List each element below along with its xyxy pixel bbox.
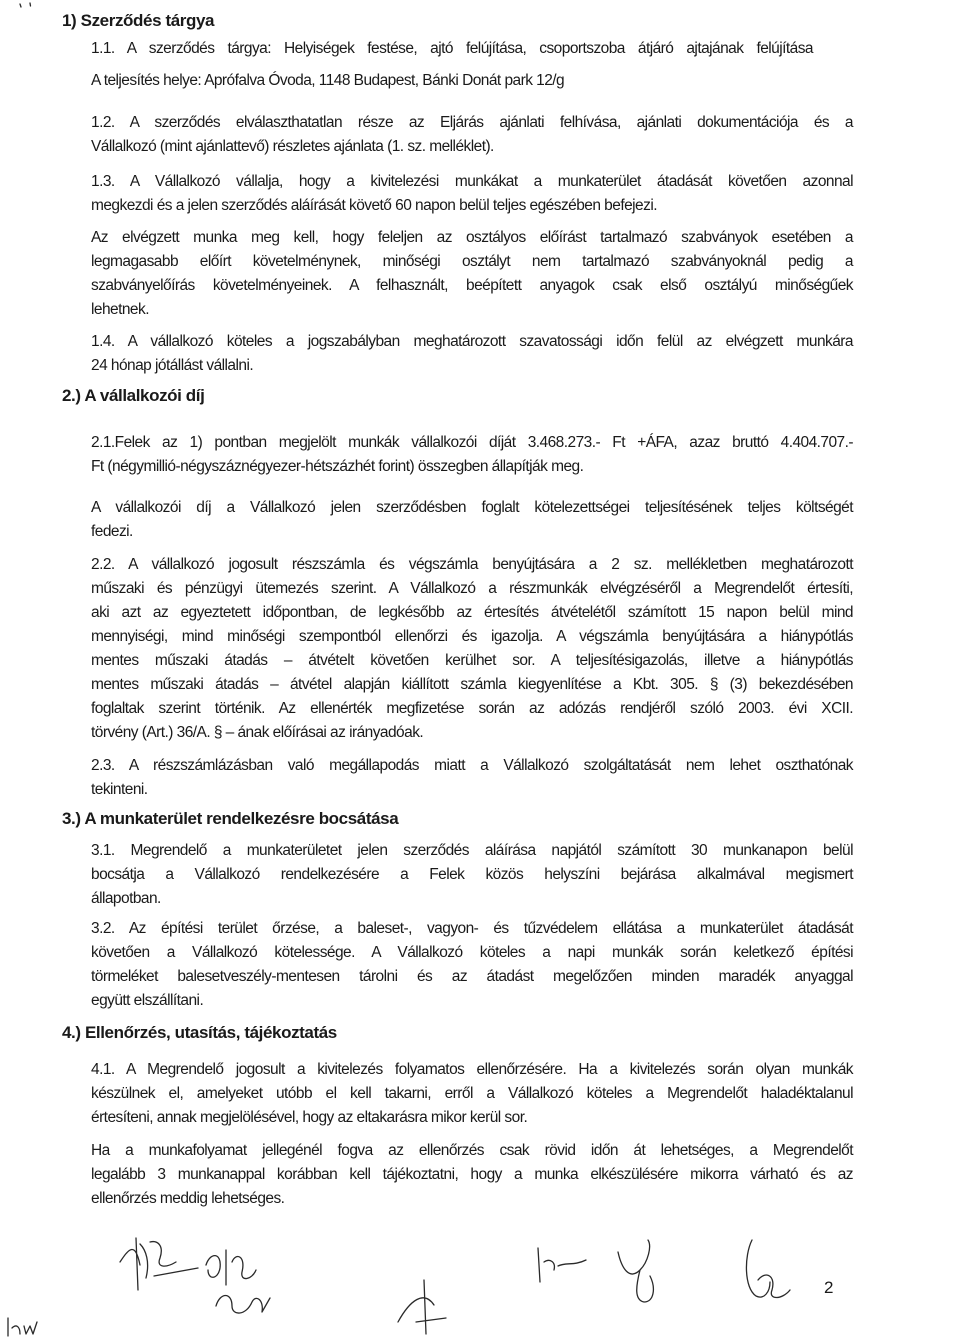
clause-1-2-line-1: 1.2. A szerződés elválaszthatatlan része az Eljárás ajánlati felhívása, ajánlati dokumentációja és a	[91, 114, 853, 131]
clause-2-2-line-6: mentes műszaki átadás – átvétel alapján kiállított számla kiegyenlítése a Kbt. 305. § (3) bekezdésében	[91, 676, 853, 693]
clause-1-2-line-2: Vállalkozó (mint ajánlattevő) részletes ajánlata (1. sz. melléklet).	[91, 138, 494, 155]
clause-4-1-line-1: 4.1. A Megrendelő jogosult a kivitelezés folyamatos ellenőrzésére. Ha a kivitelezés során olyan munkák	[91, 1061, 853, 1078]
clause-2-2-line-8: törvény (Art.) 36/A. § – ának előírásai az irányadóak.	[91, 724, 424, 741]
clause-1-3-para-line-1: Az elvégzett munka meg kell, hogy feleljen az osztályos előírást tartalmazó szabványok esetében a	[91, 229, 853, 246]
signature-initials-2	[206, 1250, 256, 1285]
notice-para-line-2: legalább 3 munkanappal korábban kell tájékoztatni, hogy a munka elkészülésére mikorra várható és az	[91, 1166, 853, 1183]
fee-para-line-1: A vállalkozói díj a Vállalkozó jelen szerződésben foglalt kötelezettségei teljesítésének teljes költségét	[91, 499, 853, 516]
clause-2-3-line-1: 2.3. A részszámlázásban való megállapodás miatt a Vállalkozó szolgáltatását nem lehet oszthatónak	[91, 757, 853, 774]
clause-1-3-para-line-4: lehetnek.	[91, 301, 149, 318]
signature-initials-6	[618, 1240, 653, 1302]
section-2-heading: 2.) A vállalkozói díj	[62, 386, 205, 405]
section-3-heading: 3.) A munkaterület rendelkezésre bocsátása	[62, 809, 399, 828]
clause-1-4-line-1: 1.4. A vállalkozó köteles a jogszabályban meghatározott szavatossági időn felül az elvégzett munkára	[91, 333, 853, 350]
clause-3-2-line-2: követően a Vállalkozó kötelessége. A Vállalkozó köteles a napi munkák során keletkező építési	[91, 944, 853, 961]
clause-3-1-line-2: bocsátja a Vállalkozó rendelkezésére a Felek közös helyszíni bejárása alkalmával megismert	[91, 866, 853, 883]
notice-para-line-1: Ha a munkafolyamat jellegénél fogva az ellenőrzés csak rövid időn át lehetséges, a Megrendelőt	[91, 1142, 853, 1159]
page-number: 2	[824, 1278, 834, 1297]
clause-1-3-para-line-2: legmagasabb előírt követelménynek, minőségi osztályt nem tartalmazó szabványoknál pedig a	[91, 253, 853, 270]
clause-2-1-line-1: 2.1.Felek az 1) pontban megjelölt munkák vállalkozói díját 3.468.273.- Ft +ÁFA, azaz bruttó 4.404.707.-	[91, 434, 853, 451]
margin-mark	[20, 3, 31, 7]
clause-3-1-line-1: 3.1. Megrendelő a munkaterületet jelen szerződés aláírása napjától számított 30 munkanapon belül	[91, 842, 853, 859]
clause-2-3-line-2: tekinteni.	[91, 781, 148, 798]
clause-4-1-line-3: értesíteni, annak megjelölésével, hogy az eltakarásra mikor kerül sor.	[91, 1109, 528, 1126]
clause-2-2-line-4: mennyiségi, mind minőségi szempontból ellenőrzi és igazolja. A végszámla benyújtására a hiánypótlás	[91, 628, 853, 645]
notice-para-line-3: ellenőrzés meddig lehetséges.	[91, 1190, 285, 1207]
clause-1-3-line-1: 1.3. A Vállalkozó vállalja, hogy a kivitelezési munkákat a munkaterület átadását követően azonnal	[91, 173, 853, 190]
clause-1-4-line-2: 24 hónap jótállást vállalni.	[91, 357, 254, 374]
clause-1-1-line-1: 1.1. A szerződés tárgya: Helyiségek festése, ajtó felújítása, csoportszoba átjáró ajtajának felújítása	[91, 40, 813, 57]
clause-2-2-line-5: mentes műszaki átadás – átvételt követően kerülhet sor. A teljesítésigazolás, illetve a hiánypótlás	[91, 652, 853, 669]
clause-2-2-line-2: műszaki és pénzügyi ütemezés szerint. A Vállalkozó a részmunkák elvégzéséről a Megrendelőt értesíti,	[91, 580, 853, 597]
signature-initials-1	[120, 1238, 198, 1290]
clause-3-2-line-1: 3.2. Az építési terület őrzése, a baleset-, vagyon- és tűzvédelem ellátása a munkaterület átadását	[91, 920, 853, 937]
signature-initials-4	[398, 1280, 446, 1334]
clause-2-2-line-7: foglaltak szerint történik. Az ellenérték megfizetése során az adózás rendjéről szóló 2003. évi XCII.	[91, 700, 853, 717]
section-1-heading: 1) Szerződés tárgya	[62, 11, 215, 30]
clause-3-2-line-4: együtt elszállítani.	[91, 992, 204, 1009]
clause-2-2-line-1: 2.2. A vállalkozó jogosult részszámla és végszámla benyújtására a 2 sz. mellékletben meghatározott	[91, 556, 853, 573]
clause-2-2-line-3: aki azt az egyeztetett időpontban, de legkésőbb az értesítés átvételétől számított 15 napon belül mind	[91, 604, 853, 621]
clause-3-1-line-3: állapotban.	[91, 890, 161, 907]
fee-para-line-2: fedezi.	[91, 523, 133, 540]
margin-initials	[8, 1318, 37, 1336]
signature-initials-3	[216, 1296, 270, 1314]
section-4-heading: 4.) Ellenőrzés, utasítás, tájékoztatás	[62, 1023, 337, 1042]
clause-2-1-line-2: Ft (négymillió-négyszáznégyezer-hétszázhét forint) összegben állapítják meg.	[91, 458, 584, 475]
clause-4-1-line-2: készülnek el, amelyeket utóbb el kell takarni, erről a Vállalkozó köteles a Megrendelőt haladéktalanul	[91, 1085, 853, 1102]
clause-1-3-para-line-3: szabványelőírás követelményeinek. A felhasznált, beépített anyagok csak első osztályú minőségűek	[91, 277, 853, 294]
clause-1-3-line-2: megkezdi és a jelen szerződés aláírását követő 60 napon belül teljes egészében befejezi.	[91, 197, 657, 214]
signature-initials-5	[538, 1248, 586, 1282]
clause-3-2-line-3: törmeléket balesetveszély-mentesen tárolni és az átadást megelőzően minden maradék anyaggal	[91, 968, 853, 985]
clause-1-1-line-2: A teljesítés helye: Aprófalva Óvoda, 1148 Budapest, Bánki Donát park 12/g	[91, 72, 565, 89]
signature-initials-7	[746, 1240, 790, 1298]
